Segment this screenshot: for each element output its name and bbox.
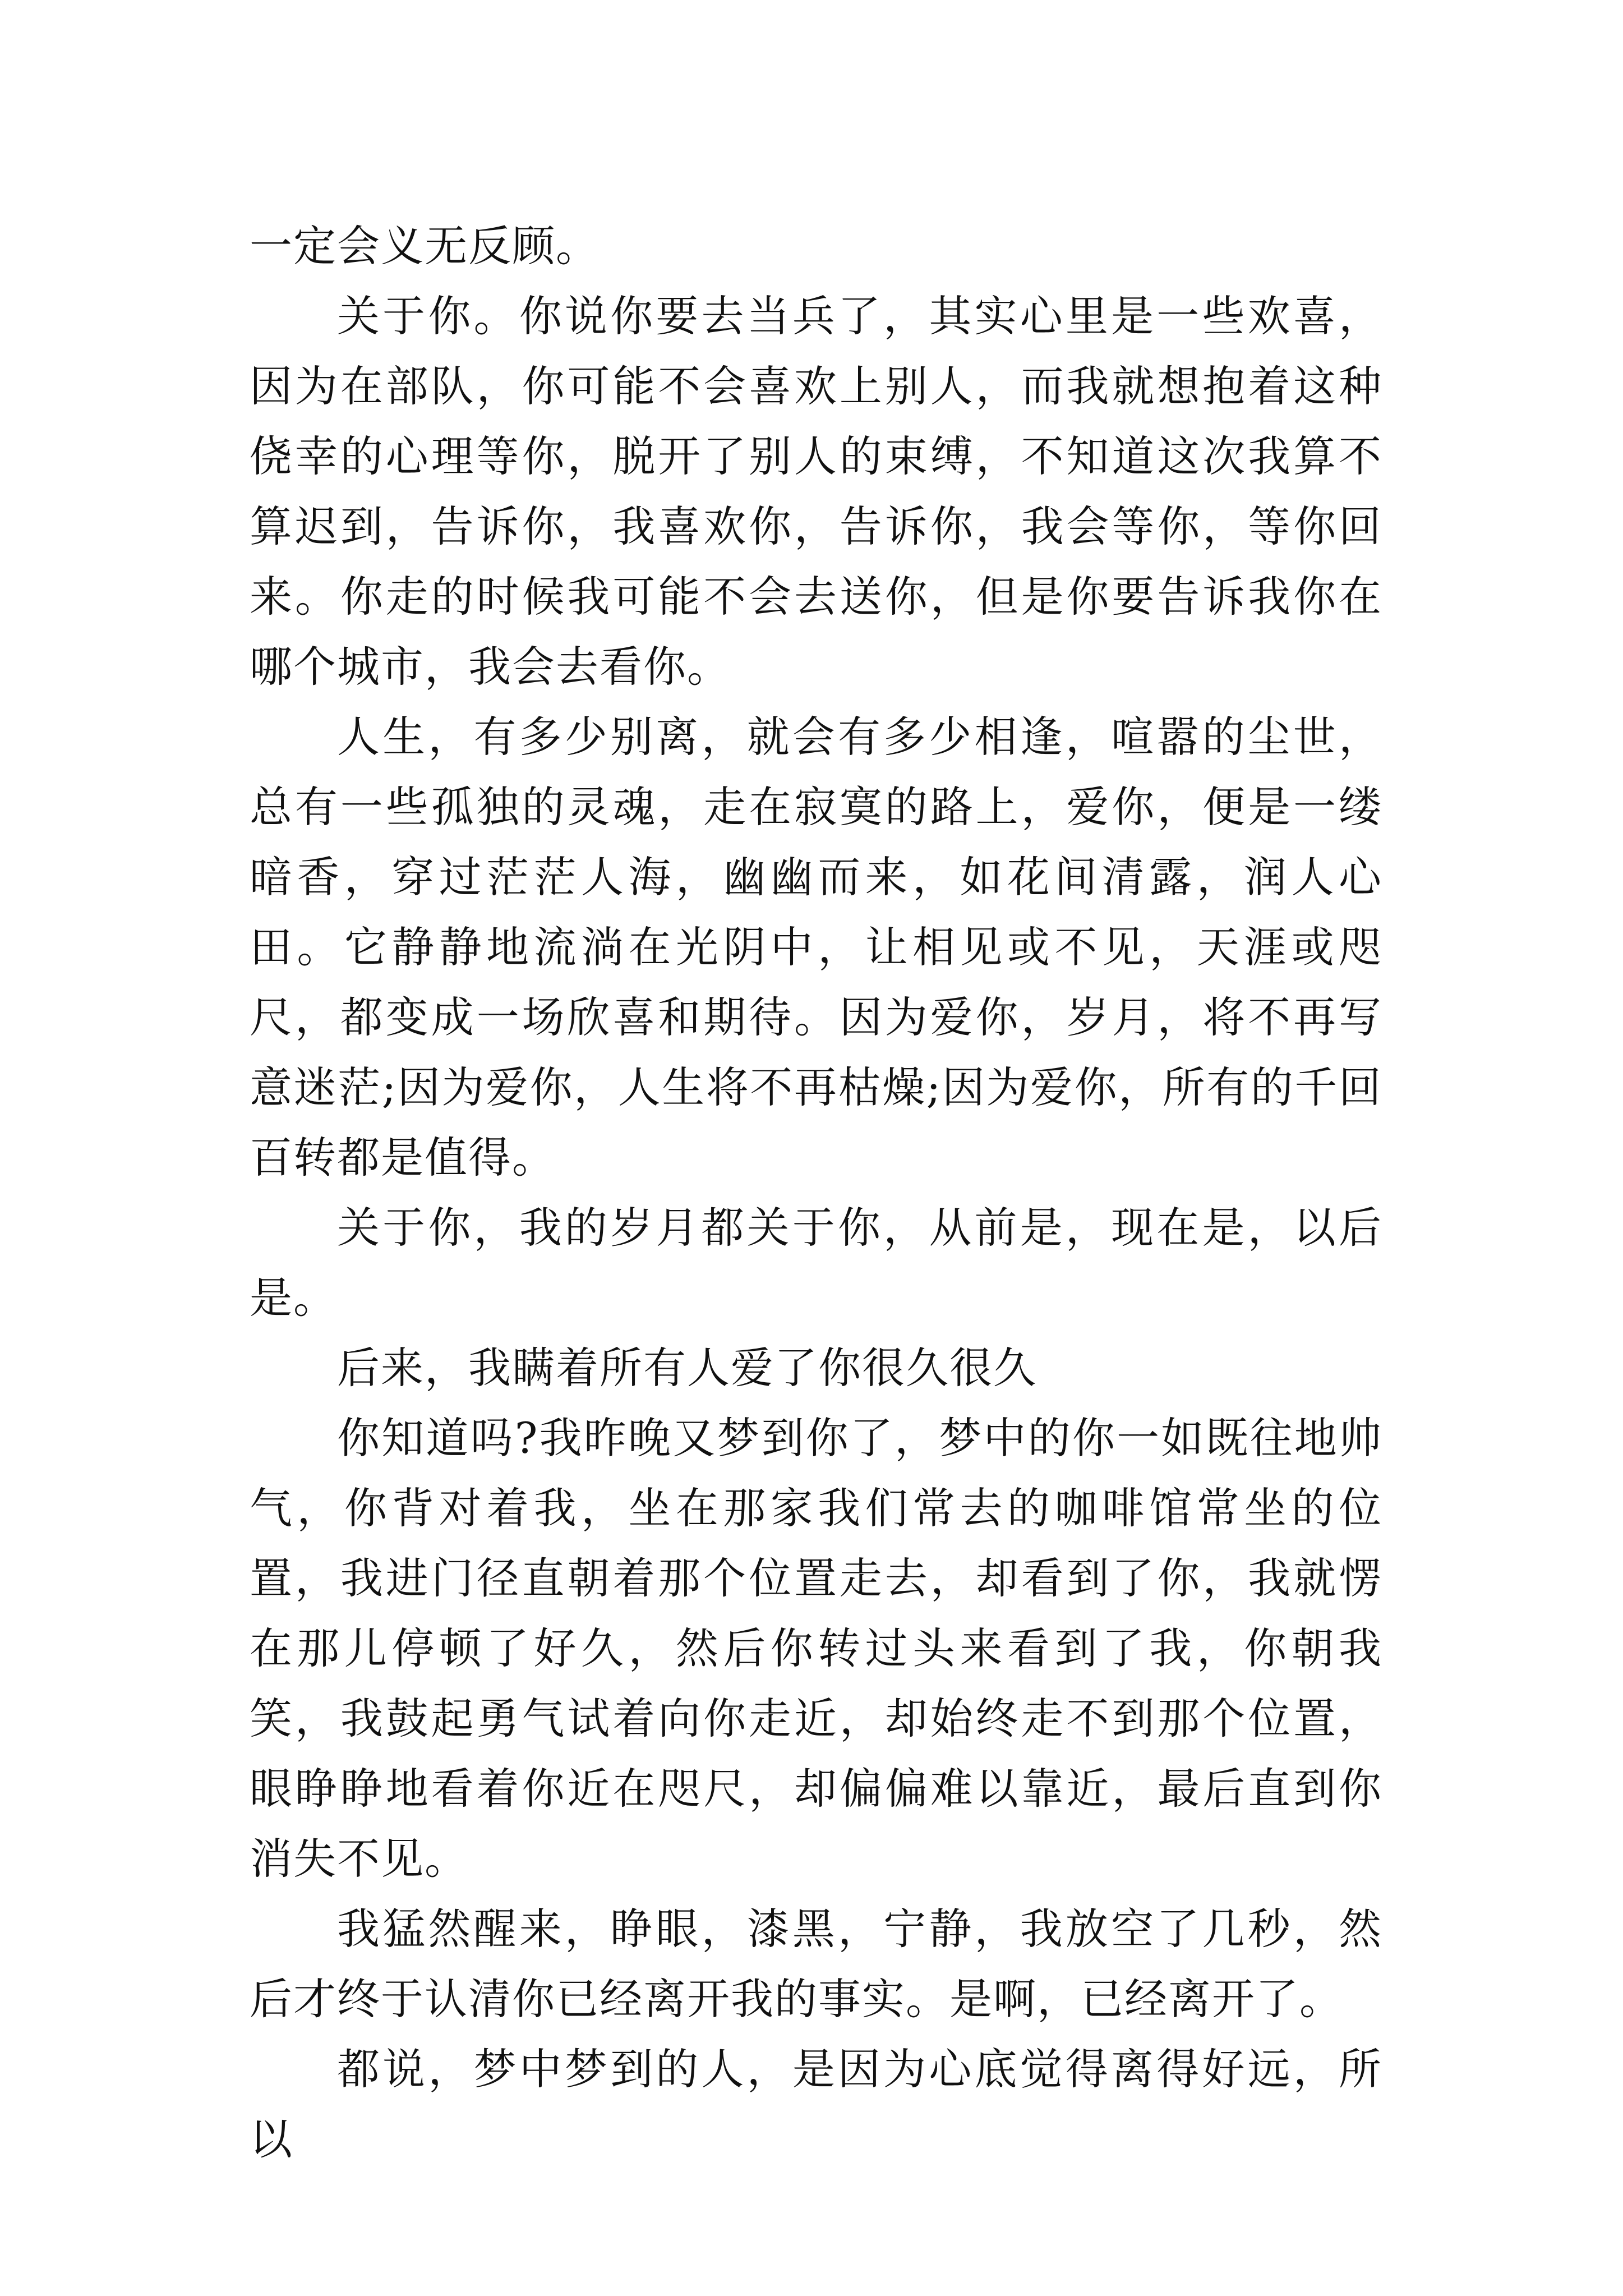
paragraph-3: 人生，有多少别离，就会有多少相逢，喧嚣的尘世，总有一些孤独的灵魂，走在寂寞的路上，爱你，便是一缕暗香，穿过茫茫人海，幽幽而来，如花间清露，润人心田。它静静地流淌在光阴中，让相见或不见，天涯或咫尺，都变成一场欣喜和期待。因为爱你，岁月，将不再写意迷茫;因为爱你，人生将不再枯燥;因为爱你，所有的千回百转都是值得。: [250, 712, 1382, 1182]
paragraph-1: 一定会义无反顾。: [250, 221, 600, 271]
paragraph-8: 都说，梦中梦到的人，是因为心底觉得离得好远，所以: [250, 2044, 1382, 2164]
paragraph-2: 关于你。你说你要去当兵了，其实心里是一些欢喜，因为在部队，你可能不会喜欢上别人，而我就想抱着这种侥幸的心理等你，脱开了别人的束缚，不知道这次我算不算迟到，告诉你，我喜欢你，告诉你，我会等你，等你回来。你走的时候我可能不会去送你，但是你要告诉我你在哪个城市，我会去看你。: [250, 291, 1382, 692]
paragraph-7: 我猛然醒来，睁眼，漆黑，宁静，我放空了几秒，然后才终于认清你已经离开我的事实。是啊，已经离开了。: [250, 1904, 1382, 2024]
paragraph-6: 你知道吗?我昨晚又梦到你了，梦中的你一如既往地帅气，你背对着我，坐在那家我们常去的咖啡馆常坐的位置，我进门径直朝着那个位置走去，却看到了你，我就愣在那儿停顿了好久，然后你转过头来看到了我，你朝我笑，我鼓起勇气试着向你走近，却始终走不到那个位置，眼睁睁地看着你近在咫尺，却偏偏难以靠近，最后直到你消失不见。: [250, 1413, 1382, 1884]
body-text: [250, 211, 1382, 2174]
paragraph-5: 后来，我瞒着所有人爱了你很久很久: [337, 1343, 1037, 1393]
paragraph-4: 关于你，我的岁月都关于你，从前是，现在是，以后是。: [250, 1203, 1382, 1323]
